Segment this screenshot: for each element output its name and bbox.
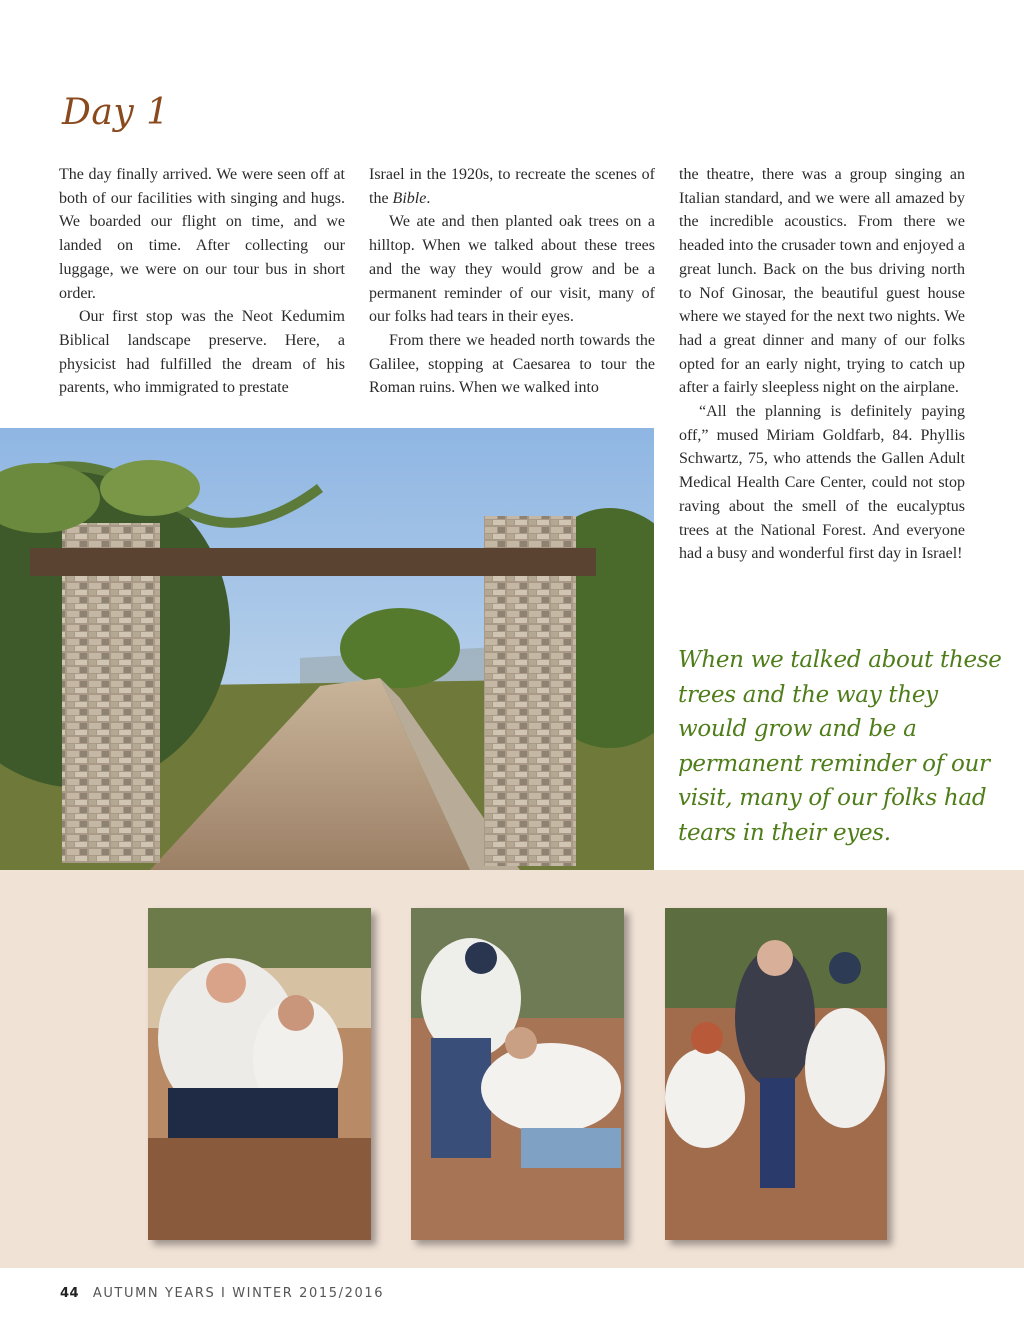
article-column-2 — [369, 163, 655, 400]
paragraph: the theatre, there was a group singing an Italian standard, and we were all amazed by the incredible acoustics. From there we headed into the crusader town and enjoyed a great lunch. Back on the bus driving north to Nof Ginosar, the beautiful guest house where we stayed for the next two nights. We had a great dinner and many of our folks opted for an early night, trying to catch up after a fairly sleepless night on the airplane. — [679, 166, 965, 397]
paragraph: Israel in the 1920s, to recreate the scenes of the Bible. — [369, 166, 655, 207]
article-column-1 — [59, 163, 345, 400]
planting-photo-2 — [411, 908, 624, 1240]
pull-quote: When we talked about these trees and the way they would grow and be a permanent reminder of our visit, many of our folks had tears in their eyes. — [678, 647, 1002, 846]
planting-photo-1 — [148, 908, 371, 1240]
page-number: 44 — [60, 1286, 80, 1301]
page-footer — [60, 1286, 384, 1301]
article-column-3 — [679, 163, 965, 566]
planting-photo-3 — [665, 908, 887, 1240]
paragraph: The day finally arrived. We were seen off at both of our facilities with singing and hugs. We boarded our flight on time, and we landed on time. After collecting our luggage, we were on our tour bus in short order. — [59, 166, 345, 302]
paragraph: From there we headed north towards the Galilee, stopping at Caesarea to tour the Roman ruins. When we walked into — [369, 331, 655, 397]
paragraph: We ate and then planted oak trees on a hilltop. When we talked about these trees and the way they would grow and be a permanent reminder of our visit, many of our folks had tears in their eyes. — [369, 213, 655, 326]
page-heading: Day 1 — [62, 92, 170, 133]
gateway-photo — [0, 428, 654, 870]
publication-title: AUTUMN YEARS I WINTER 2015/2016 — [92, 1286, 385, 1301]
paragraph: Our first stop was the Neot Kedumim Biblical landscape preserve. Here, a physicist had fulfilled the dream of his parents, who immigrated to prestate — [59, 308, 345, 397]
paragraph: “All the planning is definitely paying off,” mused Miriam Goldfarb, 84. Phyllis Schwartz, 75, who attends the Gallen Adult Medical Health Care Center, could not stop raving about the smell of the eucalyptus trees at the National Forest. And everyone had a busy and wonderful first day in Israel! — [679, 403, 965, 563]
